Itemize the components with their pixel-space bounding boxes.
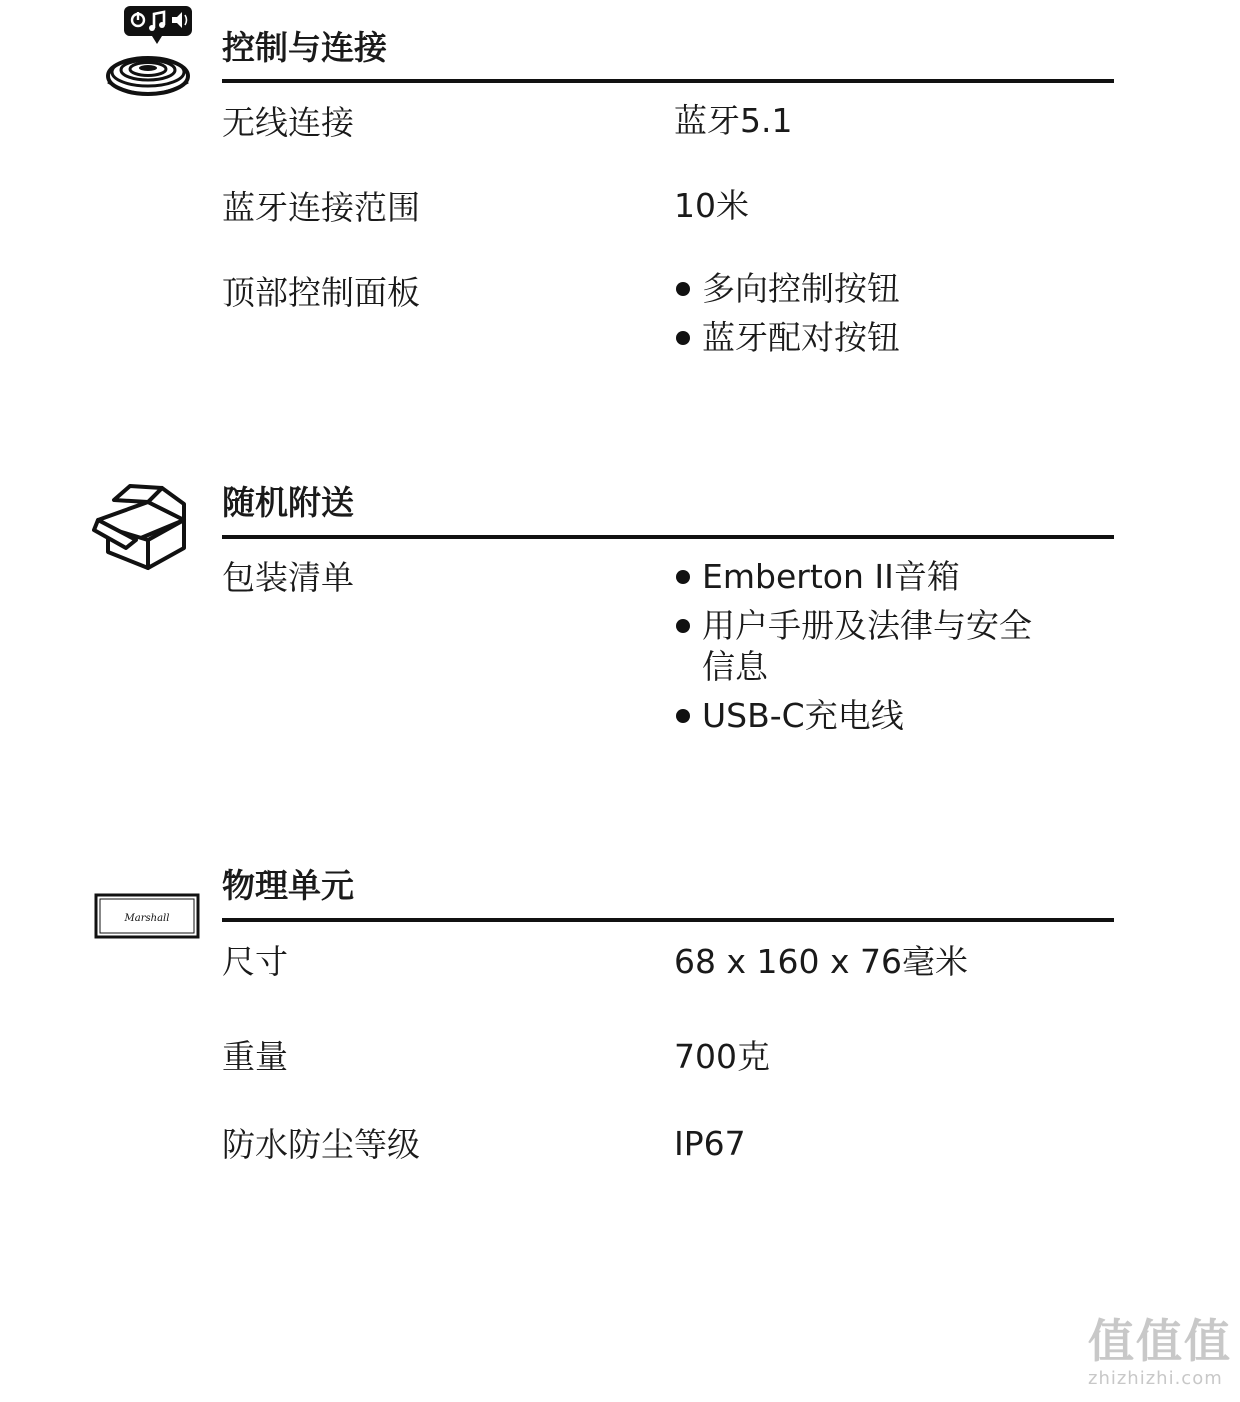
list-item: 多向控制按钮 <box>674 268 1062 309</box>
spec-value-top-panel-list <box>674 268 1062 366</box>
section-divider <box>222 79 1114 83</box>
open-box-icon <box>92 482 188 578</box>
spec-value-ip-rating: IP67 <box>674 1124 746 1163</box>
section-title: 随机附送 <box>222 483 354 522</box>
watermark-url: zhizhizhi.com <box>1088 1368 1223 1389</box>
section-title: 物理单元 <box>222 866 354 905</box>
turntable-controls-icon <box>100 2 196 106</box>
spec-label-ip-rating: 防水防尘等级 <box>222 1125 420 1164</box>
spec-label-weight: 重量 <box>222 1037 288 1076</box>
watermark-logo: 值值值 <box>1088 1314 1232 1368</box>
spec-value-bt-range: 10米 <box>674 186 749 225</box>
spec-label-top-panel: 顶部控制面板 <box>222 273 420 312</box>
section-title: 控制与连接 <box>222 28 387 67</box>
bullet-icon <box>676 331 690 345</box>
watermark <box>1088 1314 1232 1389</box>
list-item: USB-C充电线 <box>674 695 1062 736</box>
section-divider <box>222 535 1114 539</box>
spec-value-package-list <box>674 556 1062 744</box>
bullet-icon <box>676 709 690 723</box>
bullet-icon <box>676 570 690 584</box>
speaker-front-icon <box>94 893 202 945</box>
section-divider <box>222 918 1114 922</box>
spec-value-weight: 700克 <box>674 1037 770 1076</box>
spec-value-dimensions: 68 x 160 x 76毫米 <box>674 942 968 981</box>
spec-label-wireless: 无线连接 <box>222 103 354 142</box>
spec-label-package: 包装清单 <box>222 558 354 597</box>
bullet-icon <box>676 619 690 633</box>
list-item: 用户手册及法律与安全信息 <box>674 605 1062 687</box>
bullet-icon <box>676 282 690 296</box>
list-item: Emberton II音箱 <box>674 556 1062 597</box>
spec-label-bt-range: 蓝牙连接范围 <box>222 188 420 227</box>
spec-value-wireless: 蓝牙5.1 <box>674 101 793 140</box>
marshall-logo-text: Marshall <box>124 913 170 924</box>
list-item: 蓝牙配对按钮 <box>674 317 1062 358</box>
spec-label-dimensions: 尺寸 <box>222 942 288 981</box>
